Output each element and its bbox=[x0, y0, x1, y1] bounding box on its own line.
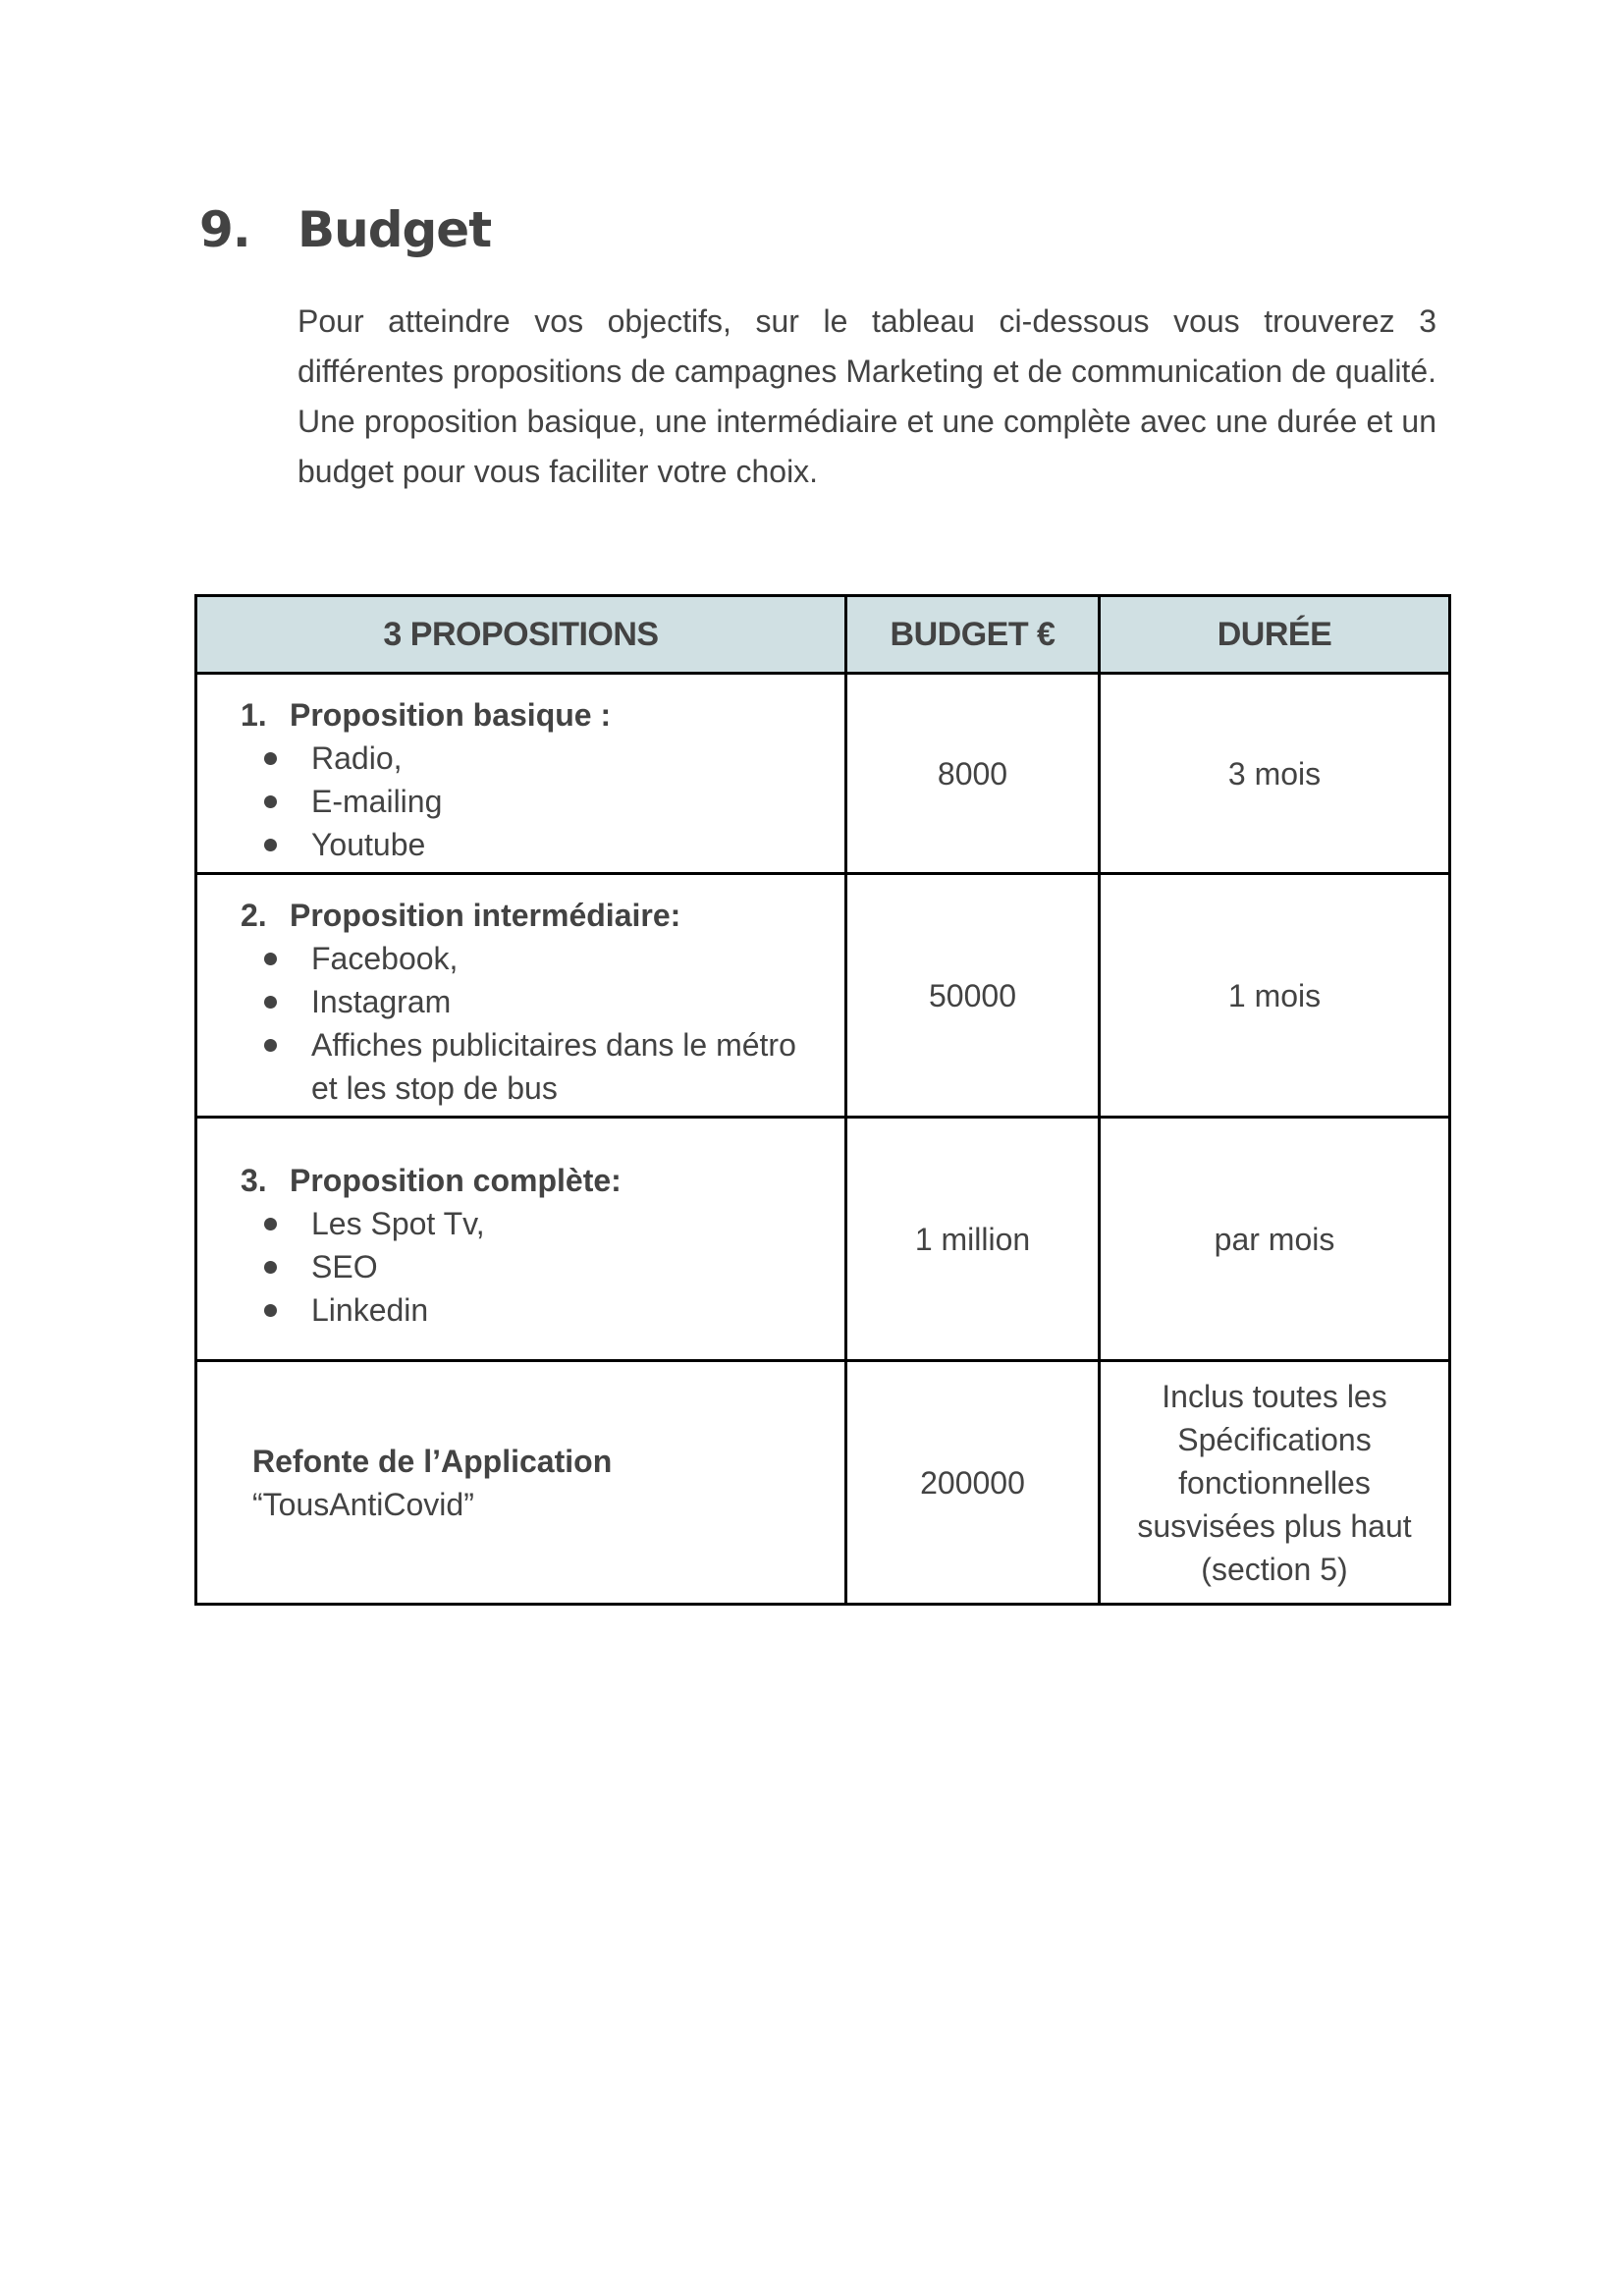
duree-cell: Inclus toutes les Spécifications fonctionnelles susvisées plus haut (section 5) bbox=[1100, 1361, 1450, 1605]
section-title: Budget bbox=[298, 201, 492, 258]
section-number: 9. bbox=[199, 201, 250, 258]
proposition-cell bbox=[196, 874, 846, 1118]
duree-cell: 3 mois bbox=[1100, 674, 1450, 874]
channel-list bbox=[241, 1202, 844, 1332]
channel-list bbox=[241, 737, 844, 866]
proposition-cell bbox=[196, 674, 846, 874]
list-item: E-mailing bbox=[264, 780, 844, 823]
list-item: Facebook, bbox=[264, 937, 805, 980]
refonte-title: Refonte de l’Application bbox=[252, 1443, 613, 1479]
table-row bbox=[196, 1118, 1450, 1361]
header-propositions: 3 PROPOSITIONS bbox=[196, 596, 846, 674]
list-item: SEO bbox=[264, 1245, 844, 1288]
budget-cell: 1 million bbox=[846, 1118, 1100, 1361]
list-item: Linkedin bbox=[264, 1288, 844, 1332]
list-item: Youtube bbox=[264, 823, 844, 866]
header-budget: BUDGET € bbox=[846, 596, 1100, 674]
duree-cell: 1 mois bbox=[1100, 874, 1450, 1118]
list-item: Instagram bbox=[264, 980, 805, 1023]
budget-cell: 200000 bbox=[846, 1361, 1100, 1605]
budget-cell: 50000 bbox=[846, 874, 1100, 1118]
refonte-cell bbox=[196, 1361, 846, 1605]
intro-paragraph: Pour atteindre vos objectifs, sur le tableau ci-dessous vous trouverez 3 différentes propositions de campagnes Marketing et de communication de qualité. Une proposition basique, une intermédiaire et une complète avec une durée et un budget pour vous faciliter votre choix. bbox=[298, 303, 1436, 489]
channel-list bbox=[241, 937, 844, 1110]
proposition-title: 3. Proposition complète: bbox=[241, 1162, 622, 1198]
list-item: Les Spot Tv, bbox=[264, 1202, 844, 1245]
list-item: Radio, bbox=[264, 737, 844, 780]
table-row bbox=[196, 874, 1450, 1118]
table-header-row bbox=[196, 596, 1450, 674]
list-item: Affiches publicitaires dans le métro et les stop de bus bbox=[264, 1023, 805, 1110]
refonte-subtitle: “TousAntiCovid” bbox=[252, 1486, 474, 1522]
budget-table bbox=[194, 594, 1451, 1606]
table-row bbox=[196, 674, 1450, 874]
budget-cell: 8000 bbox=[846, 674, 1100, 874]
proposition-title: 1. Proposition basique : bbox=[241, 696, 612, 733]
proposition-cell bbox=[196, 1118, 846, 1361]
header-duree: DURÉE bbox=[1100, 596, 1450, 674]
duree-cell: par mois bbox=[1100, 1118, 1450, 1361]
table-row bbox=[196, 1361, 1450, 1605]
proposition-title: 2. Proposition intermédiaire: bbox=[241, 897, 681, 933]
